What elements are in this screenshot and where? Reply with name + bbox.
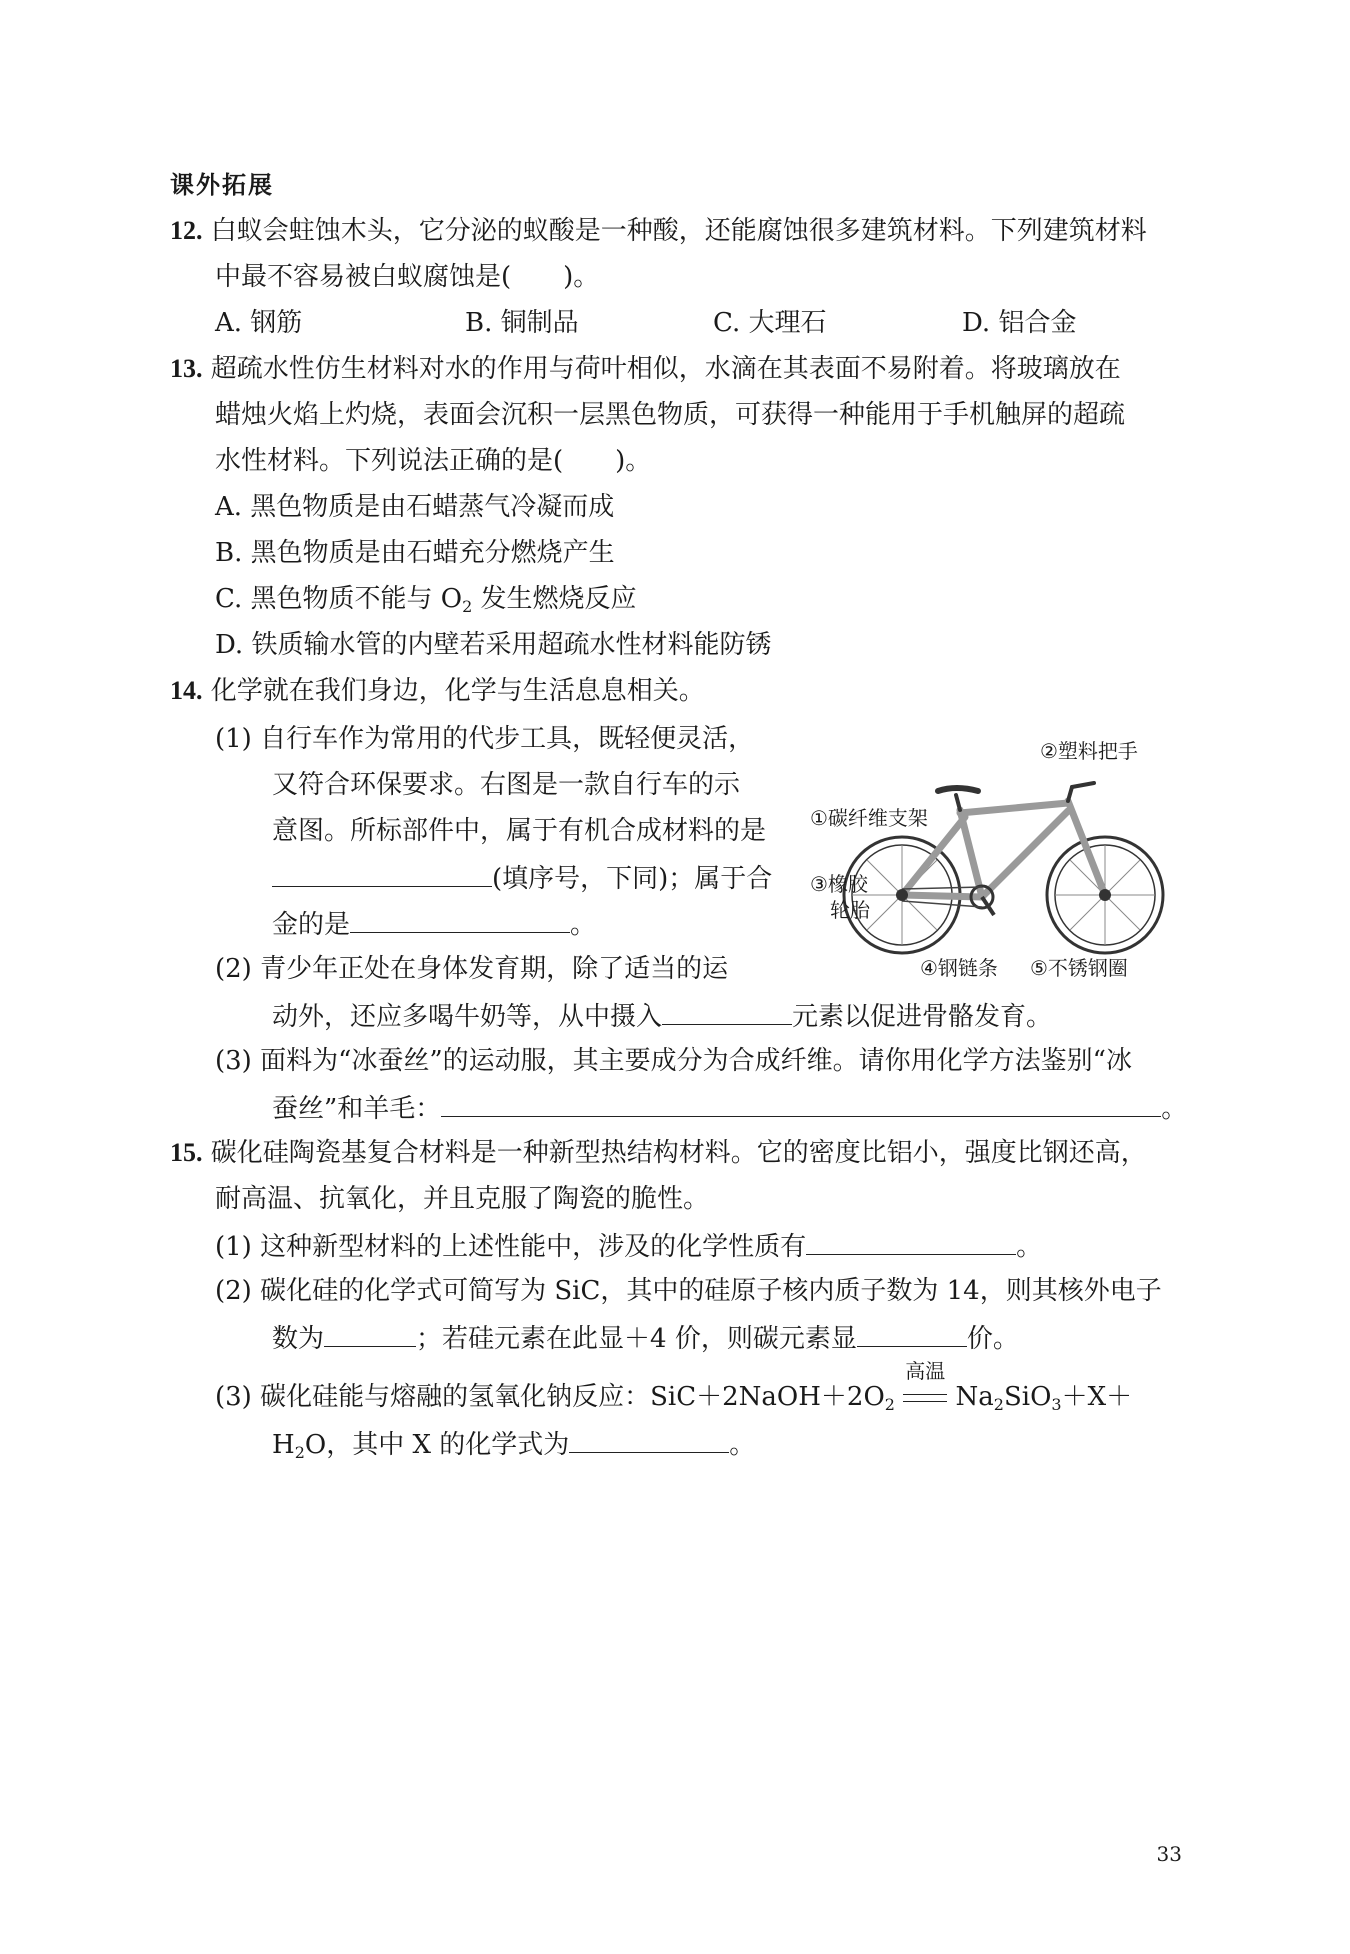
q15-text-2: 耐高温、抗氧化，并且克服了陶瓷的脆性。 — [215, 1184, 710, 1214]
q12-line1 — [170, 214, 1147, 248]
q14-p1-line2: 又符合环保要求。右图是一款自行车的示 — [272, 770, 741, 800]
bicycle-frame — [902, 801, 1105, 897]
q15-line1 — [170, 1136, 1147, 1170]
q14-p3-line2 — [272, 1090, 1187, 1126]
q14-p1-line3: 意图。所标部件中，属于有机合成材料的是 — [272, 816, 767, 846]
q15-p2-line2-mid: ；若硅元素在此显＋4 价，则碳元素显 — [416, 1324, 857, 1354]
q13-text-3: 水性材料。下列说法正确的是( )。 — [215, 446, 652, 476]
q14-p1-line4 — [272, 860, 772, 896]
q14-p2-line2 — [272, 998, 1052, 1034]
q15-p3-na: Na — [955, 1382, 994, 1412]
q13-number: 13. — [170, 354, 203, 383]
answer-blank[interactable] — [857, 1320, 967, 1347]
q14-p1-line5-text: 金的是 — [272, 910, 351, 940]
q14-p2-line2-end: 元素以促进骨骼发育。 — [792, 1002, 1053, 1032]
q14-line1 — [170, 674, 705, 708]
q13-text-2: 蜡烛火焰上灼烧，表面会沉积一层黑色物质，可获得一种能用于手机触屏的超疏 — [215, 400, 1126, 430]
q13-option-a: A. 黑色物质是由石蜡蒸气冷凝而成 — [215, 492, 615, 522]
q15-p1 — [215, 1228, 1042, 1264]
q15-p3-line2 — [272, 1426, 755, 1462]
label-carbon-frame: ①碳纤维支架 — [810, 806, 928, 830]
q13-option-c-post: 发生燃烧反应 — [472, 584, 637, 614]
q12-text-2: 中最不容易被白蚁腐蚀是( )。 — [215, 262, 600, 292]
q15-p2-line2 — [272, 1320, 1019, 1356]
q14-text-1: 化学就在我们身边，化学与生活息息相关。 — [210, 676, 705, 706]
answer-blank[interactable] — [662, 998, 792, 1025]
q15-p3-equation-left: (3) 碳化硅能与熔融的氢氧化钠反应：SiC＋2NaOH＋2O — [215, 1382, 885, 1412]
answer-blank[interactable] — [806, 1228, 1016, 1255]
answer-blank[interactable] — [350, 906, 570, 933]
chain — [902, 887, 982, 889]
q14-p3-line1: (3) 面料为“冰蚕丝”的运动服，其主要成分为合成纤维。请你用化学方法鉴别“冰 — [215, 1046, 1132, 1076]
answer-blank[interactable] — [324, 1320, 416, 1347]
q12-text-1: 白蚁会蛀蚀木头，它分泌的蚁酸是一种酸，还能腐蚀很多建筑材料。下列建筑材料 — [210, 216, 1147, 246]
answer-blank[interactable] — [569, 1426, 729, 1453]
q13-option-c-pre: C. 黑色物质不能与 O — [215, 584, 463, 614]
q15-text-1: 碳化硅陶瓷基复合材料是一种新型热结构材料。它的密度比铝小，强度比钢还高， — [210, 1138, 1147, 1168]
label-rubber-tire-1: ③橡胶 — [810, 872, 868, 896]
q15-p3-h: H — [272, 1430, 295, 1460]
q15-p2-line2-end: 价。 — [966, 1324, 1019, 1354]
q15-p3-equation-right: ＋X＋ — [1061, 1382, 1133, 1412]
q13-text-1: 超疏水性仿生材料对水的作用与荷叶相似，水滴在其表面不易附着。将玻璃放在 — [210, 354, 1121, 384]
q15-p3-line1 — [215, 1359, 1133, 1414]
q12-option-a: A. 钢筋 — [215, 308, 303, 338]
q13-line1 — [170, 352, 1121, 386]
q12-option-c: C. 大理石 — [713, 308, 827, 338]
page-number: 33 — [1156, 1842, 1182, 1866]
q15-p1-text: (1) 这种新型材料的上述性能中，涉及的化学性质有 — [215, 1232, 807, 1262]
reaction-condition-text: 高温 — [905, 1359, 946, 1383]
q15-p3-h-sub: 2 — [294, 1443, 305, 1462]
section-title: 课外拓展 — [170, 171, 274, 199]
q12-option-b: B. 铜制品 — [465, 308, 579, 338]
q14-p1-line5-end: 。 — [570, 910, 597, 940]
q13-option-d: D. 铁质输水管的内壁若采用超疏水性材料能防锈 — [215, 630, 772, 660]
saddle — [938, 788, 978, 791]
reaction-condition — [903, 1359, 947, 1414]
q15-p3-sio: SiO — [1003, 1382, 1052, 1412]
label-stainless-rim: ⑤不锈钢圈 — [1030, 956, 1128, 980]
q14-p2-line1: (2) 青少年正处在身体发育期，除了适当的运 — [215, 954, 729, 984]
q15-p3-line2-text: O，其中 X 的化学式为 — [304, 1430, 570, 1460]
q15-p3-sub3: 3 — [1051, 1395, 1062, 1414]
label-plastic-handle: ②塑料把手 — [1040, 739, 1138, 763]
handlebar — [1072, 783, 1094, 787]
q13-option-c — [215, 582, 637, 616]
q15-p1-end: 。 — [1016, 1232, 1043, 1262]
q14-p2-line2-text: 动外，还应多喝牛奶等，从中摄入 — [272, 1002, 663, 1032]
q15-p3-sub2: 2 — [993, 1395, 1004, 1414]
q14-p1-line1: (1) 自行车作为常用的代步工具，既轻便灵活， — [215, 724, 755, 754]
q12-number: 12. — [170, 216, 203, 245]
answer-blank[interactable] — [272, 860, 492, 887]
q14-p1-line4-text: (填序号，下同)；属于合 — [492, 864, 773, 894]
answer-blank[interactable] — [441, 1090, 1161, 1117]
label-rubber-tire-2: 轮胎 — [830, 898, 870, 922]
q12-option-d: D. 铝合金 — [962, 308, 1077, 338]
q15-number: 15. — [170, 1138, 203, 1167]
q15-p3-line2-end: 。 — [729, 1430, 756, 1460]
q14-p1-line5 — [272, 906, 596, 942]
q14-number: 14. — [170, 676, 203, 705]
q14-p3-line2-text: 蚕丝”和羊毛： — [272, 1094, 442, 1124]
label-steel-chain: ④钢链条 — [920, 956, 998, 980]
q15-p2-line1: (2) 碳化硅的化学式可简写为 SiC，其中的硅原子核内质子数为 14，则其核外电子 — [215, 1276, 1162, 1306]
q15-p2-line2-text: 数为 — [272, 1324, 325, 1354]
q14-p3-line2-end: 。 — [1161, 1094, 1188, 1124]
q15-p3-sub1: 2 — [884, 1395, 895, 1414]
q13-option-b: B. 黑色物质是由石蜡充分燃烧产生 — [215, 538, 615, 568]
q13-option-c-sub: 2 — [462, 597, 473, 616]
